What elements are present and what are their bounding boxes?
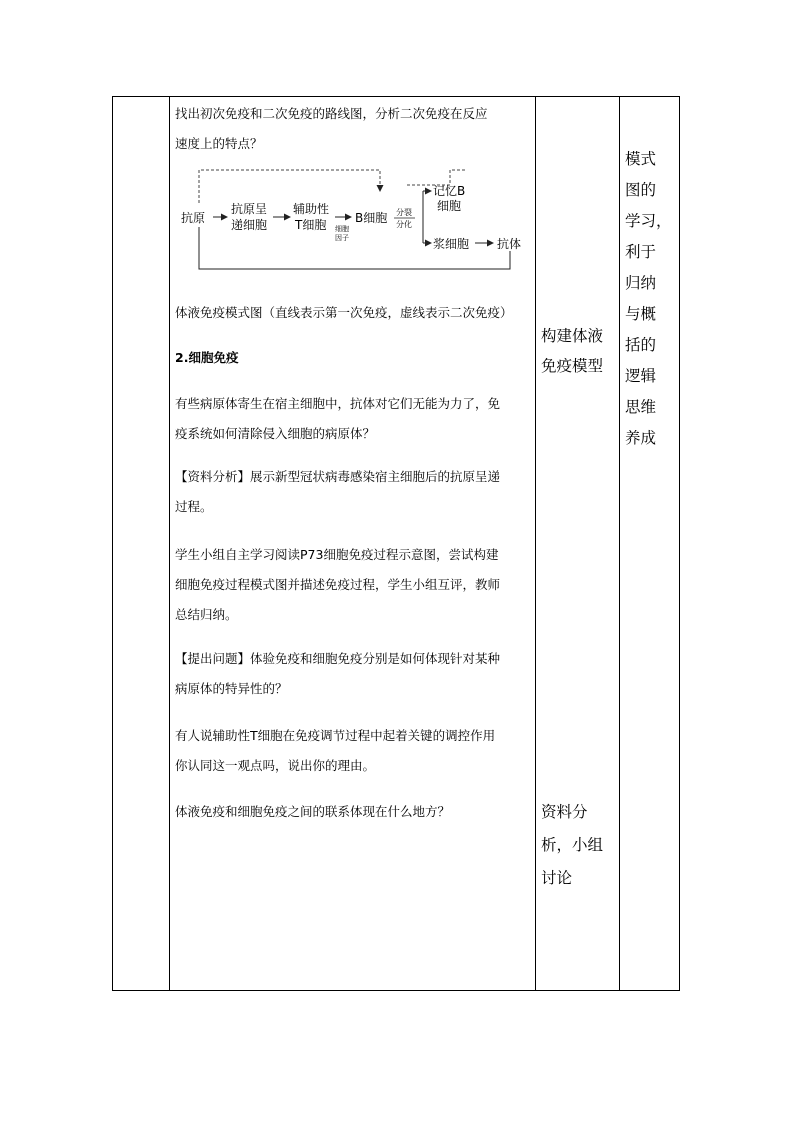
divide-label: 分裂: [396, 208, 412, 217]
question-immune-route: [175, 99, 537, 159]
text-line: 有些病原体寄生在宿主细胞中，抗体对它们无能为力了，免: [175, 396, 501, 411]
paragraph-pathogen: [175, 389, 537, 449]
column-divider: [619, 97, 620, 990]
text-line: 模式: [625, 150, 657, 168]
text-line: 讨论: [541, 869, 573, 887]
text-line: 构建体液: [541, 327, 604, 345]
activity-model: [541, 321, 619, 381]
text-line: 学生小组自主学习阅读P73细胞免疫过程示意图，尝试构建: [175, 547, 499, 562]
text-line: 养成: [625, 429, 657, 447]
activity-discussion: [541, 796, 619, 895]
apc-label: 递细胞: [231, 218, 268, 232]
text-line: 疫系统如何清除侵入细胞的病原体？: [175, 426, 376, 441]
text-line: 找出初次免疫和二次免疫的路线图，分析二次免疫在反应: [175, 106, 488, 121]
diagram-caption: [175, 298, 537, 328]
paragraph-helper-t: [175, 721, 537, 781]
secondary-path-1: [199, 170, 380, 203]
antigen-label: 抗原: [181, 211, 206, 225]
plasma-label: 浆细胞: [433, 237, 470, 251]
text-line: 2.细胞免疫: [175, 350, 239, 365]
memory-b-label: 记忆B: [433, 184, 466, 198]
humoral-immunity-diagram: [175, 167, 535, 277]
secondary-path-2: [407, 170, 465, 185]
text-line: 析，小组: [541, 836, 604, 854]
text-line: 逻辑: [625, 367, 657, 385]
text-line: 你认同这一观点吗，说出你的理由。: [175, 758, 376, 773]
text-line: 速度上的特点？: [175, 136, 263, 151]
text-line: 【提出问题】体验免疫和细胞免疫分别是如何体现针对某种: [175, 651, 501, 666]
lesson-table: [112, 96, 680, 991]
text-line: 利于: [625, 243, 657, 261]
text-line: 括的: [625, 336, 657, 354]
text-line: 体液免疫和细胞免疫之间的联系体现在什么地方？: [175, 804, 451, 819]
th-cell-label: 辅助性: [293, 202, 330, 216]
text-line: 病原体的特异性的？: [175, 681, 288, 696]
cytokine-label: 细胞: [335, 225, 349, 233]
design-intent: [625, 144, 675, 454]
th-cell-label: T细胞: [295, 218, 327, 232]
text-line: 资料分: [541, 803, 588, 821]
paragraph-question: [175, 644, 537, 704]
text-line: 体液免疫模式图（直线表示第一次免疫，虚线表示二次免疫）: [175, 305, 513, 320]
divide-label: 分化: [396, 220, 412, 229]
text-line: 有人说辅助性T细胞在免疫调节过程中起着关键的调控作用: [175, 728, 496, 743]
text-line: 过程。: [175, 499, 213, 514]
text-line: 图的: [625, 181, 657, 199]
text-line: 总结归纳。: [175, 607, 238, 622]
memory-b-label: 细胞: [437, 199, 462, 213]
apc-label: 抗原呈: [231, 202, 268, 216]
text-line: 【资料分析】展示新型冠状病毒感染宿主细胞后的抗原呈递: [175, 469, 501, 484]
text-line: 与概: [625, 305, 657, 323]
paragraph-link: [175, 797, 537, 827]
text-line: 学习，: [625, 212, 672, 230]
paragraph-group-study: [175, 540, 537, 630]
antibody-label: 抗体: [497, 237, 522, 251]
text-line: 思维: [625, 398, 657, 416]
text-line: 细胞免疫过程模式图并描述免疫过程，学生小组互评，教师: [175, 577, 501, 592]
paragraph-data-analysis: [175, 462, 537, 522]
column-divider: [169, 97, 170, 990]
text-line: 免疫模型: [541, 357, 604, 375]
cytokine-label: 因子: [335, 234, 349, 242]
bcell-label: B细胞: [355, 211, 388, 225]
section-heading: [175, 343, 537, 373]
text-line: 归纳: [625, 274, 657, 292]
